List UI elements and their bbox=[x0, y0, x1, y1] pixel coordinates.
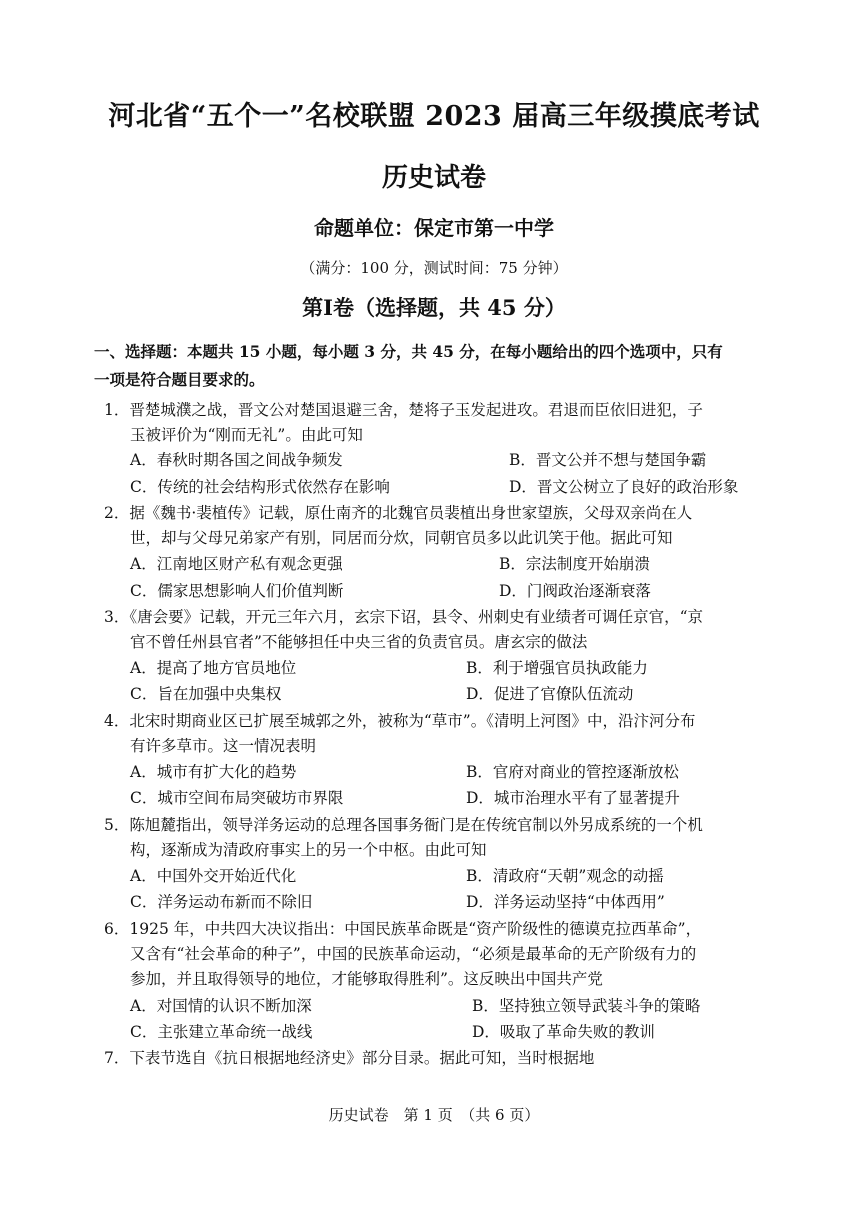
option-c: C．城市空间布局突破坊市界限 bbox=[130, 789, 344, 807]
exam-title: 河北省“五个一”名校联盟 2023 届高三年级摸底考试 bbox=[108, 101, 760, 132]
question-stem-line: 7．下表节选自《抗日根据地经济史》部分目录。据此可知，当时根据地 bbox=[104, 1049, 595, 1067]
option-b: B．官府对商业的管控逐渐放松 bbox=[466, 763, 679, 781]
option-d: D．洋务运动坚持“中体西用” bbox=[466, 893, 665, 911]
option-c: C．主张建立革命统一战线 bbox=[130, 1023, 313, 1041]
question-stem-line: 又含有“社会革命的种子”，中国的民族革命运动，“必须是最革命的无产阶级有力的 bbox=[130, 945, 697, 963]
question-stem-line: 官不曾任州县官者”不能够担任中央三省的负责官员。唐玄宗的做法 bbox=[130, 633, 588, 651]
question-stem-line: 有许多草市。这一情况表明 bbox=[130, 737, 317, 755]
option-a: A．城市有扩大化的趋势 bbox=[130, 763, 297, 781]
option-a: A．对国情的认识不断加深 bbox=[130, 997, 312, 1015]
option-d: D．促进了官僚队伍流动 bbox=[466, 685, 634, 703]
option-c: C．洋务运动布新而不除旧 bbox=[130, 893, 313, 911]
option-b: B．晋文公并不想与楚国争霸 bbox=[509, 451, 707, 469]
question-stem-line: 6．1925 年，中共四大决议指出：中国民族革命既是“资产阶级性的德谟克拉西革命”， bbox=[104, 920, 702, 938]
question-stem-line: 2．据《魏书·裴植传》记载，原仕南齐的北魏官员裴植出身世家望族，父母双亲尚在人 bbox=[104, 504, 693, 522]
option-b: B．坚持独立领导武装斗争的策略 bbox=[472, 997, 701, 1015]
question-stem-line: 1．晋楚城濮之战，晋文公对楚国退避三舍，楚将子玉发起进攻。君退而臣依旧进犯，子 bbox=[104, 401, 703, 419]
question-stem-line: 构，逐渐成为清政府事实上的另一个中枢。由此可知 bbox=[130, 841, 487, 859]
option-a: A．提高了地方官员地位 bbox=[130, 659, 297, 677]
exam-unit: 命题单位：保定市第一中学 bbox=[314, 216, 554, 240]
question-stem-line: 4．北宋时期商业区已扩展至城郭之外，被称为“草市”。《清明上河图》中，沿汴河分布 bbox=[104, 712, 696, 730]
question-stem-line: 3．《唐会要》记载，开元三年六月，玄宗下诏，县令、州刺史有业绩者可调任京官，“京 bbox=[104, 608, 704, 626]
option-c: C．儒家思想影响人们价值判断 bbox=[130, 582, 344, 600]
question-stem-line: 世，却与父母兄弟家产有别，同居而分炊，同朝官员多以此讥笑于他。据此可知 bbox=[130, 529, 673, 547]
section-instruction-line: 一、选择题：本题共 15 小题，每小题 3 分，共 45 分，在每小题给出的四个选项中，只有 bbox=[94, 342, 723, 361]
question-stem-line: 玉被评价为“刚而无礼”。由此可知 bbox=[130, 426, 363, 444]
part-heading: 第Ⅰ卷（选择题，共 45 分） bbox=[302, 295, 566, 320]
option-d: D．城市治理水平有了显著提升 bbox=[466, 789, 680, 807]
exam-meta: （满分：100 分，测试时间：75 分钟） bbox=[300, 259, 568, 277]
section-instruction-line: 一项是符合题目要求的。 bbox=[94, 370, 265, 389]
option-d: D．吸取了革命失败的教训 bbox=[472, 1023, 655, 1041]
option-d: D．门阀政治逐渐衰落 bbox=[499, 582, 651, 600]
option-a: A．中国外交开始近代化 bbox=[130, 867, 297, 885]
option-d: D．晋文公树立了良好的政治形象 bbox=[509, 478, 739, 496]
option-b: B．利于增强官员执政能力 bbox=[466, 659, 648, 677]
option-c: C．旨在加强中央集权 bbox=[130, 685, 282, 703]
exam-subtitle: 历史试卷 bbox=[381, 163, 486, 193]
option-c: C．传统的社会结构形式依然存在影响 bbox=[130, 478, 390, 496]
question-stem-line: 参加，并且取得领导的地位，才能够取得胜利”。这反映出中国共产党 bbox=[130, 970, 603, 988]
question-stem-line: 5．陈旭麓指出，领导洋务运动的总理各国事务衙门是在传统官制以外另成系统的一个机 bbox=[104, 816, 703, 834]
option-a: A．春秋时期各国之间战争频发 bbox=[130, 451, 343, 469]
option-a: A．江南地区财产私有观念更强 bbox=[130, 555, 343, 573]
page-footer: 历史试卷 第 1 页 （共 6 页） bbox=[328, 1106, 540, 1124]
option-b: B．宗法制度开始崩溃 bbox=[499, 555, 650, 573]
option-b: B．清政府“天朝”观念的动摇 bbox=[466, 867, 664, 885]
